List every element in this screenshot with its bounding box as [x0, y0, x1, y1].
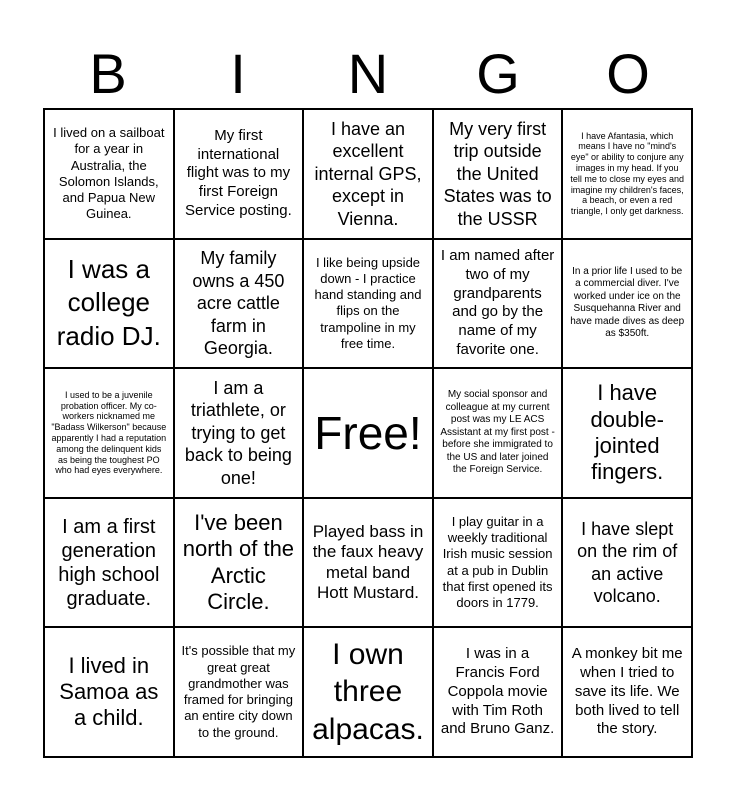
header-letter-n: N — [347, 42, 389, 105]
bingo-cell[interactable]: I play guitar in a weekly traditional Irish music session at a pub in Dublin that first opened its doors in 1779. — [433, 498, 563, 628]
bingo-cell[interactable]: I have Afantasia, which means I have no "mind's eye" or ability to conjure any images in my head. If you tell me to close my eyes and imagine my children's faces, a beach, or even a red triangle, I only get darkness. — [562, 109, 692, 239]
bingo-cell[interactable]: I have slept on the rim of an active volcano. — [562, 498, 692, 628]
bingo-cell[interactable]: I like being upside down - I practice hand standing and flips on the trampoline in my free time. — [303, 239, 433, 369]
bingo-cell[interactable]: A monkey bit me when I tried to save its life. We both lived to tell the story. — [562, 627, 692, 757]
bingo-cell[interactable]: I own three alpacas. — [303, 627, 433, 757]
bingo-cell[interactable]: I lived in Samoa as a child. — [44, 627, 174, 757]
bingo-cell[interactable]: My family owns a 450 acre cattle farm in Georgia. — [174, 239, 304, 369]
bingo-cell[interactable]: I am a first generation high school graduate. — [44, 498, 174, 628]
bingo-cell[interactable]: I have an excellent internal GPS, except in Vienna. — [303, 109, 433, 239]
bingo-cell[interactable]: I've been north of the Arctic Circle. — [174, 498, 304, 628]
bingo-cell[interactable]: My social sponsor and colleague at my current post was my LE ACS Assistant at my first post - before she immigrated to the US and later joined the Foreign Service. — [433, 368, 563, 498]
bingo-cell[interactable]: I have double-jointed fingers. — [562, 368, 692, 498]
bingo-cell[interactable]: I was a college radio DJ. — [44, 239, 174, 369]
bingo-cell[interactable]: I lived on a sailboat for a year in Australia, the Solomon Islands, and Papua New Guinea. — [44, 109, 174, 239]
header-letter-o: O — [606, 42, 650, 105]
bingo-card — [43, 108, 693, 758]
free-space[interactable]: Free! — [303, 368, 433, 498]
bingo-cell[interactable]: My very first trip outside the United States was to the USSR — [433, 109, 563, 239]
bingo-header — [43, 44, 693, 104]
bingo-cell[interactable]: I was in a Francis Ford Coppola movie with Tim Roth and Bruno Ganz. — [433, 627, 563, 757]
bingo-cell[interactable]: I am a triathlete, or trying to get back to being one! — [174, 368, 304, 498]
header-letter-i: I — [230, 42, 246, 105]
header-letter-b: B — [89, 42, 127, 105]
bingo-cell[interactable]: Played bass in the faux heavy metal band Hott Mustard. — [303, 498, 433, 628]
header-letter-g: G — [476, 42, 520, 105]
bingo-cell[interactable]: In a prior life I used to be a commercial diver. I've worked under ice on the Susquehanna River and have made dives as deep as $350ft. — [562, 239, 692, 369]
bingo-cell[interactable]: It's possible that my great great grandmother was framed for bringing an entire city down to the ground. — [174, 627, 304, 757]
bingo-cell[interactable]: I am named after two of my grandparents and go by the name of my favorite one. — [433, 239, 563, 369]
bingo-cell[interactable]: I used to be a juvenile probation officer. My co-workers nicknamed me "Badass Wilkerson" because apparently I had a reputation among the delinquent kids as being the toughest PO who had eyes everywhere. — [44, 368, 174, 498]
bingo-cell[interactable]: My first international flight was to my first Foreign Service posting. — [174, 109, 304, 239]
